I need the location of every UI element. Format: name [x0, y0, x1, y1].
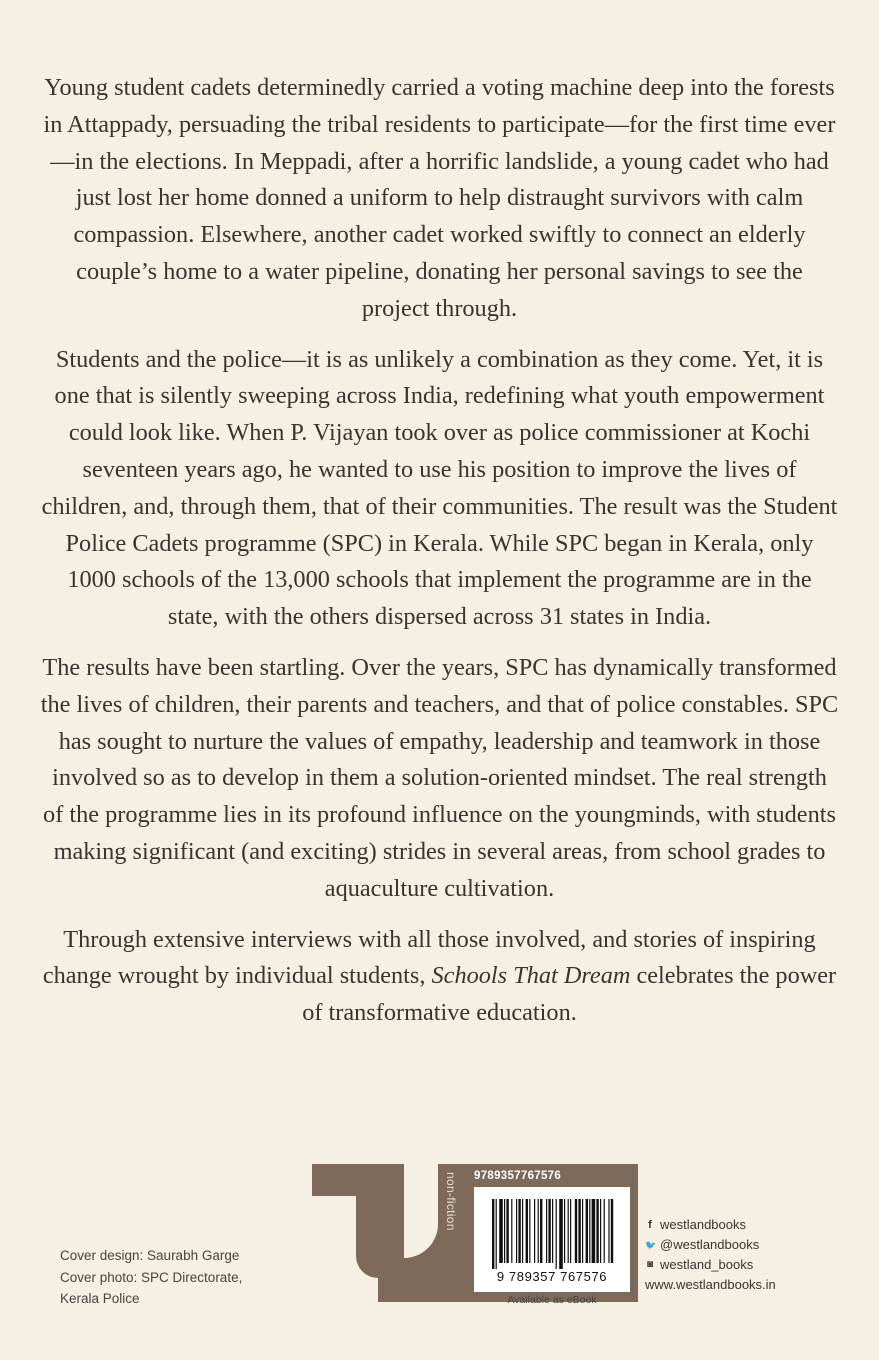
blurb-paragraph-4: [40, 922, 839, 1032]
barcode-bar: [548, 1199, 550, 1263]
barcode-bar: [526, 1199, 528, 1263]
barcode-bar: [578, 1199, 580, 1263]
social-instagram[interactable]: [645, 1255, 776, 1275]
barcode-bar: [540, 1199, 542, 1263]
barcode-bar: [568, 1199, 569, 1263]
social-facebook[interactable]: [645, 1215, 776, 1235]
twitter-icon: 🐦: [645, 1240, 657, 1250]
blurb-p4-post: celebrates the power of transformative education.: [302, 962, 837, 1027]
social-instagram-text: westland_books: [660, 1257, 754, 1272]
barcode-digits: 9 789357 767576: [496, 1269, 608, 1284]
barcode-bar: [511, 1199, 512, 1263]
cover-credits: [60, 1245, 242, 1310]
social-links: [645, 1215, 776, 1295]
barcode-bar: [575, 1199, 577, 1263]
barcode-bar: [516, 1199, 517, 1263]
blurb-paragraph-2: Students and the police—it is as unlikely a combination as they come. Yet, it is one that is silently sweeping across India, redefining what youth empowerment could look like. When P. Vijayan took over as police commissioner at Kochi seventeen years ago, he wanted to use his position to improve the lives of children, and, through them, that of their communities. The result was the Student Police Cadets programme (SPC) in Kerala. While SPC began in Kerala, only 1000 schools of the 13,000 schools that implement the programme are in the state, with the others dispersed across 31 states in India.: [41, 345, 838, 631]
barcode-bar: [529, 1199, 530, 1263]
barcode-bar: [592, 1199, 596, 1263]
barcode-bar: [496, 1199, 497, 1269]
barcode-bar: [492, 1199, 494, 1269]
ebook-note: Available as eBook: [507, 1294, 597, 1306]
barcode-bar: [600, 1199, 601, 1263]
blurb-paragraph-3: The results have been startling. Over the years, SPC has dynamically transformed the lives of children, their parents and teachers, and that of police constables. SPC has sought to nurture the values of empathy, leadership and teamwork in those involved so as to develop in them a solution-oriented mindset. The real strength of the programme lies in its profound influence on the youngminds, with students making significant (and exciting) strides in several areas, from school grades to aquaculture cultivation.: [40, 653, 839, 902]
barcode-bar: [586, 1199, 588, 1263]
social-twitter-text: @westlandbooks: [660, 1237, 760, 1252]
barcode-bar: [611, 1199, 613, 1263]
cover-design-credit: Cover design: Saurabh Garge: [60, 1248, 240, 1263]
barcode-bar: [552, 1199, 553, 1263]
genre-label: non-fiction: [444, 1172, 458, 1231]
social-facebook-text: westlandbooks: [660, 1217, 746, 1232]
barcode-bar: [518, 1199, 520, 1263]
barcode-bar: [556, 1199, 557, 1269]
isbn-number: 9789357767576: [474, 1170, 562, 1182]
barcode-bar: [589, 1199, 590, 1263]
barcode-bar: [559, 1199, 563, 1269]
cover-photo-credit: Cover photo: SPC Directorate,: [60, 1269, 243, 1285]
barcode-bar: [506, 1199, 508, 1263]
barcode-bar: [570, 1199, 571, 1263]
barcode-bar: [582, 1199, 583, 1263]
website-text: www.westlandbooks.in: [645, 1277, 776, 1292]
barcode-bar: [499, 1199, 503, 1263]
facebook-icon: f: [648, 1219, 652, 1231]
barcode-bar: [596, 1199, 598, 1263]
instagram-icon: ◙: [646, 1259, 654, 1270]
barcode-bar: [538, 1199, 539, 1263]
blurb-paragraph-1: Young student cadets determinedly carried a voting machine deep into the forests in Attappady, persuading the tribal residents to participate—for the first time ever—in the elections. In Meppadi, after a horrific landslide, a young cadet who had just lost her home donned a uniform to help distraught survivors with calm compassion. Elsewhere, another cadet worked swiftly to connect an elderly couple’s home to a water pipeline, donating her personal savings to see the project through.: [43, 74, 836, 322]
blurb: [40, 70, 839, 1032]
cover-photo-credit-2: Kerala Police: [60, 1291, 140, 1306]
barcode-bar: [604, 1199, 605, 1263]
book-title: Schools That Dream: [431, 962, 631, 990]
website-link[interactable]: [645, 1275, 776, 1295]
barcode-bar: [546, 1199, 547, 1263]
social-twitter[interactable]: [645, 1235, 776, 1255]
blurb-p4-pre: Through extensive interviews with all those involved, and stories of inspiring change wrought by individual students,: [42, 925, 816, 990]
barcode-bar: [608, 1199, 609, 1263]
barcode-bar: [522, 1199, 523, 1263]
barcode-bar: [564, 1199, 565, 1263]
barcode-bar: [504, 1199, 505, 1263]
barcode-bar: [534, 1199, 535, 1263]
